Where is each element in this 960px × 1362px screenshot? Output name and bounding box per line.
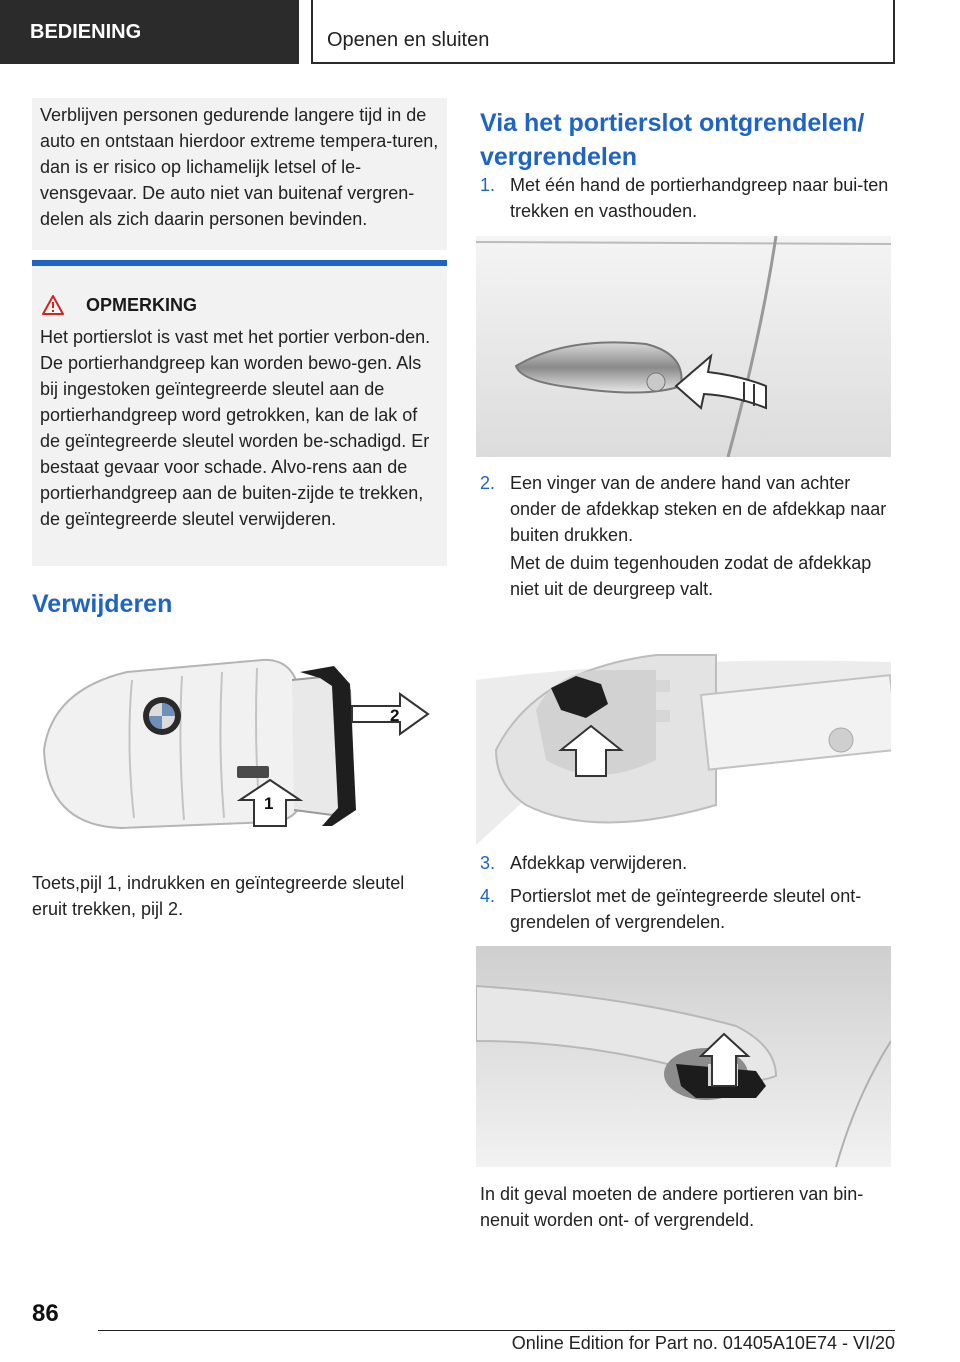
key-caption: Toets,pijl 1, indrukken en geïntegreerde sleutel eruit trekken, pijl 2. <box>32 873 405 919</box>
warning-triangle-icon <box>42 295 64 315</box>
door-handle-photo <box>476 236 891 457</box>
step-3 <box>480 850 895 876</box>
arrow-label-1: 1 <box>264 794 274 813</box>
step-number: 3. <box>480 853 496 873</box>
warning-text: Verblijven personen gedurende langere tijd in de auto en ontstaan hierdoor extreme tempera-turen, dan is er risico op lichamelijk letsel of le-vensgevaar. De auto niet van buitenaf vergren-delen als zich daarin personen bevinden. <box>40 105 439 229</box>
key-in-lock-photo <box>476 946 891 1167</box>
note-box <box>32 260 447 566</box>
note-title: OPMERKING <box>86 294 198 315</box>
step-text: Een vinger van de andere hand van achter onder de afdekkap steken en de afdekkap naar buiten drukken. <box>510 473 887 545</box>
edition-info: Online Edition for Part no. 01405A10E74 - VI/20 <box>511 1333 895 1353</box>
section-tab: BEDIENING <box>0 0 299 64</box>
step-text: Met één hand de portierhandgreep naar bui-ten trekken en vasthouden. <box>510 175 889 221</box>
footer-divider <box>98 1330 895 1331</box>
page-number: 86 <box>32 1300 59 1327</box>
section-title-doorlock: Via het portierslot ontgrendelen/ vergrendelen <box>480 109 865 171</box>
note-text: Het portierslot is vast met het portier verbon-den. De portierhandgreep kan worden bewo-gen. Als bij ingestoken geïntegreerde sleutel aan de portierhandgreep word getrokken, kan de lak of de geïntegreerde sleutel worden be-schadigd. Er bestaat gevaar voor schade. Alvo-rens aan de portierhandgreep aan de buiten-zijde te trekken, de geïntegreerde sleutel verwijderen. <box>40 327 431 529</box>
step-number: 4. <box>480 886 496 906</box>
chapter-title: Openen en sluiten <box>311 0 895 64</box>
final-note: In dit geval moeten de andere portieren van bin-nenuit worden ont- of vergrendeld. <box>480 1184 864 1230</box>
step-number: 2. <box>480 473 496 493</box>
step-1 <box>480 172 895 224</box>
step-4 <box>480 883 895 935</box>
step-2-extra: Met de duim tegenhouden zodat de afdekkap niet uit de deurgreep valt. <box>510 553 872 599</box>
step-text: Portierslot met de geïntegreerde sleutel ont-grendelen of vergrendelen. <box>510 886 862 932</box>
step-2 <box>480 470 898 548</box>
cover-cap-photo <box>476 640 891 845</box>
step-number: 1. <box>480 175 496 195</box>
section-title-remove: Verwijderen <box>32 590 173 618</box>
warning-box <box>32 98 447 250</box>
arrow-label-2: 2 <box>390 706 400 725</box>
note-header <box>42 292 197 318</box>
step-text: Afdekkap verwijderen. <box>510 853 688 873</box>
key-fob-illustration <box>32 650 447 835</box>
